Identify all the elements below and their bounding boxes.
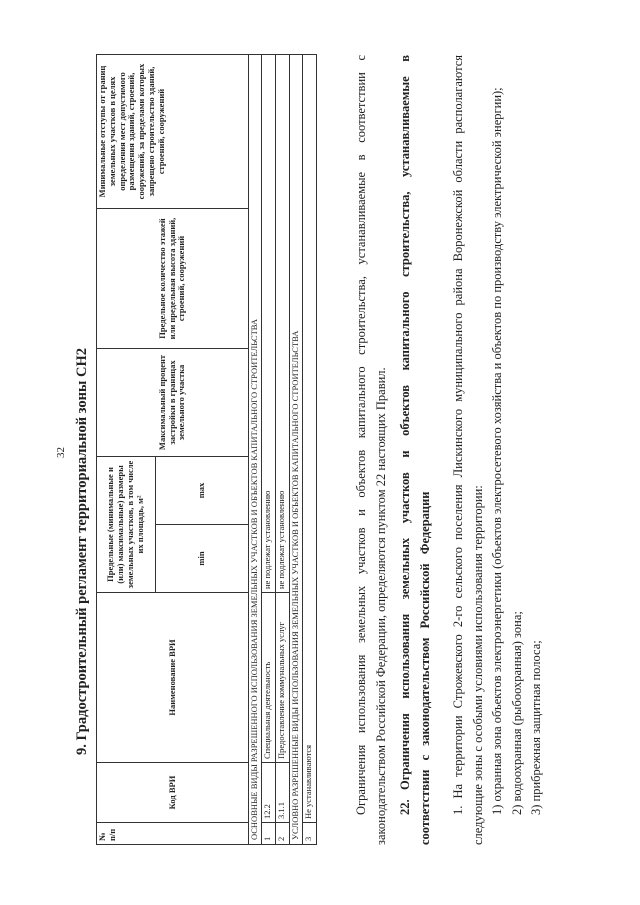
row-value: не подлежат установлению [275,55,289,593]
row-name: Предоставление коммунальных услуг [275,593,289,763]
section-22-heading [396,55,435,845]
section-main-uses: ОСНОВНЫЕ ВИДЫ РАЗРЕШЕННОГО ИСПОЛЬЗОВАНИЯ ЗЕМЕЛЬНЫХ УЧАСТКОВ И ОБЪЕКТОВ КАПИТАЛЬНОГО СТРОИТЕЛЬСТВА [249,55,262,845]
row-code: 12.2 [261,763,275,823]
section-22-number: 22. [398,799,412,815]
table-row [302,55,316,845]
header-name: Наименование ВРИ [97,593,249,763]
header-max: max [156,457,249,525]
regulation-table [96,54,317,845]
section-conditional-uses: УСЛОВНО РАЗРЕШЕННЫЕ ВИДЫ ИСПОЛЬЗОВАНИЯ ЗЕМЕЛЬНЫХ УЧАСТКОВ И ОБЪЕКТОВ КАПИТАЛЬНОГО СТРОИТЕЛЬСТВА [289,55,302,845]
body-text [352,55,547,845]
list-item: 2) водоохранная (рыбоохранная) зона; [509,611,524,815]
header-coverage: Максимальный процент застройки в границах земельного участка [97,349,249,457]
header-min: min [156,525,249,593]
row-code: 3.1.1 [275,763,289,823]
header-floors: Предельное количество этажей или предельная высота зданий, строений, сооружений [97,209,249,349]
row-value: не подлежат установлению [261,55,275,593]
row-num: 2 [275,823,289,845]
row-num: 3 [302,823,316,845]
table-row [275,55,289,845]
paragraph-zones: 1. На территории Строжевского 2-го сельского поселения Лискинского муниципального района Воронежской области располагаются следующие зоны с особыми условиями использования территории: [451,55,485,845]
header-sizes: Предельные (минимальные и (или) максимальные) размеры земельных участков, в том числе их площадь, м² [97,457,156,593]
list-item: 1) охранная зона объектов электроэнергетики (объектов электросетевого хозяйства и объектов по производству электрической энергии); [490,87,504,815]
table-row [261,55,275,845]
list-item: 3) прибрежная защитная полоса; [529,640,543,815]
row-num: 1 [261,823,275,845]
page-title: 9. Градостроительный регламент территориальной зоны СН2 [74,348,90,755]
page-number: 32 [55,447,67,458]
header-num: № п/п [97,823,249,845]
row-value: Не устанавливаются [302,55,316,823]
row-name: Специальная деятельность [261,593,275,763]
section-22-title: Ограничения использования земельных участков и объектов капитального строительства, устанавливаемые в соответствии с законодательством Российской Федерации [398,55,432,845]
header-code: Код ВРИ [97,763,249,823]
paragraph-restrictions: Ограничения использования земельных участков и объектов капитального строительства, устанавливаемые в соответствии с законодательством Российской Федерации, определяются пунктом 22 настоящих Правил. [354,55,388,845]
header-setbacks: Минимальные отступы от границ земельных участков в целях определения мест допустимого размещения зданий, строений, сооружений, за пределами которых запрещено строительство зданий, строений, сооружений [97,55,249,209]
